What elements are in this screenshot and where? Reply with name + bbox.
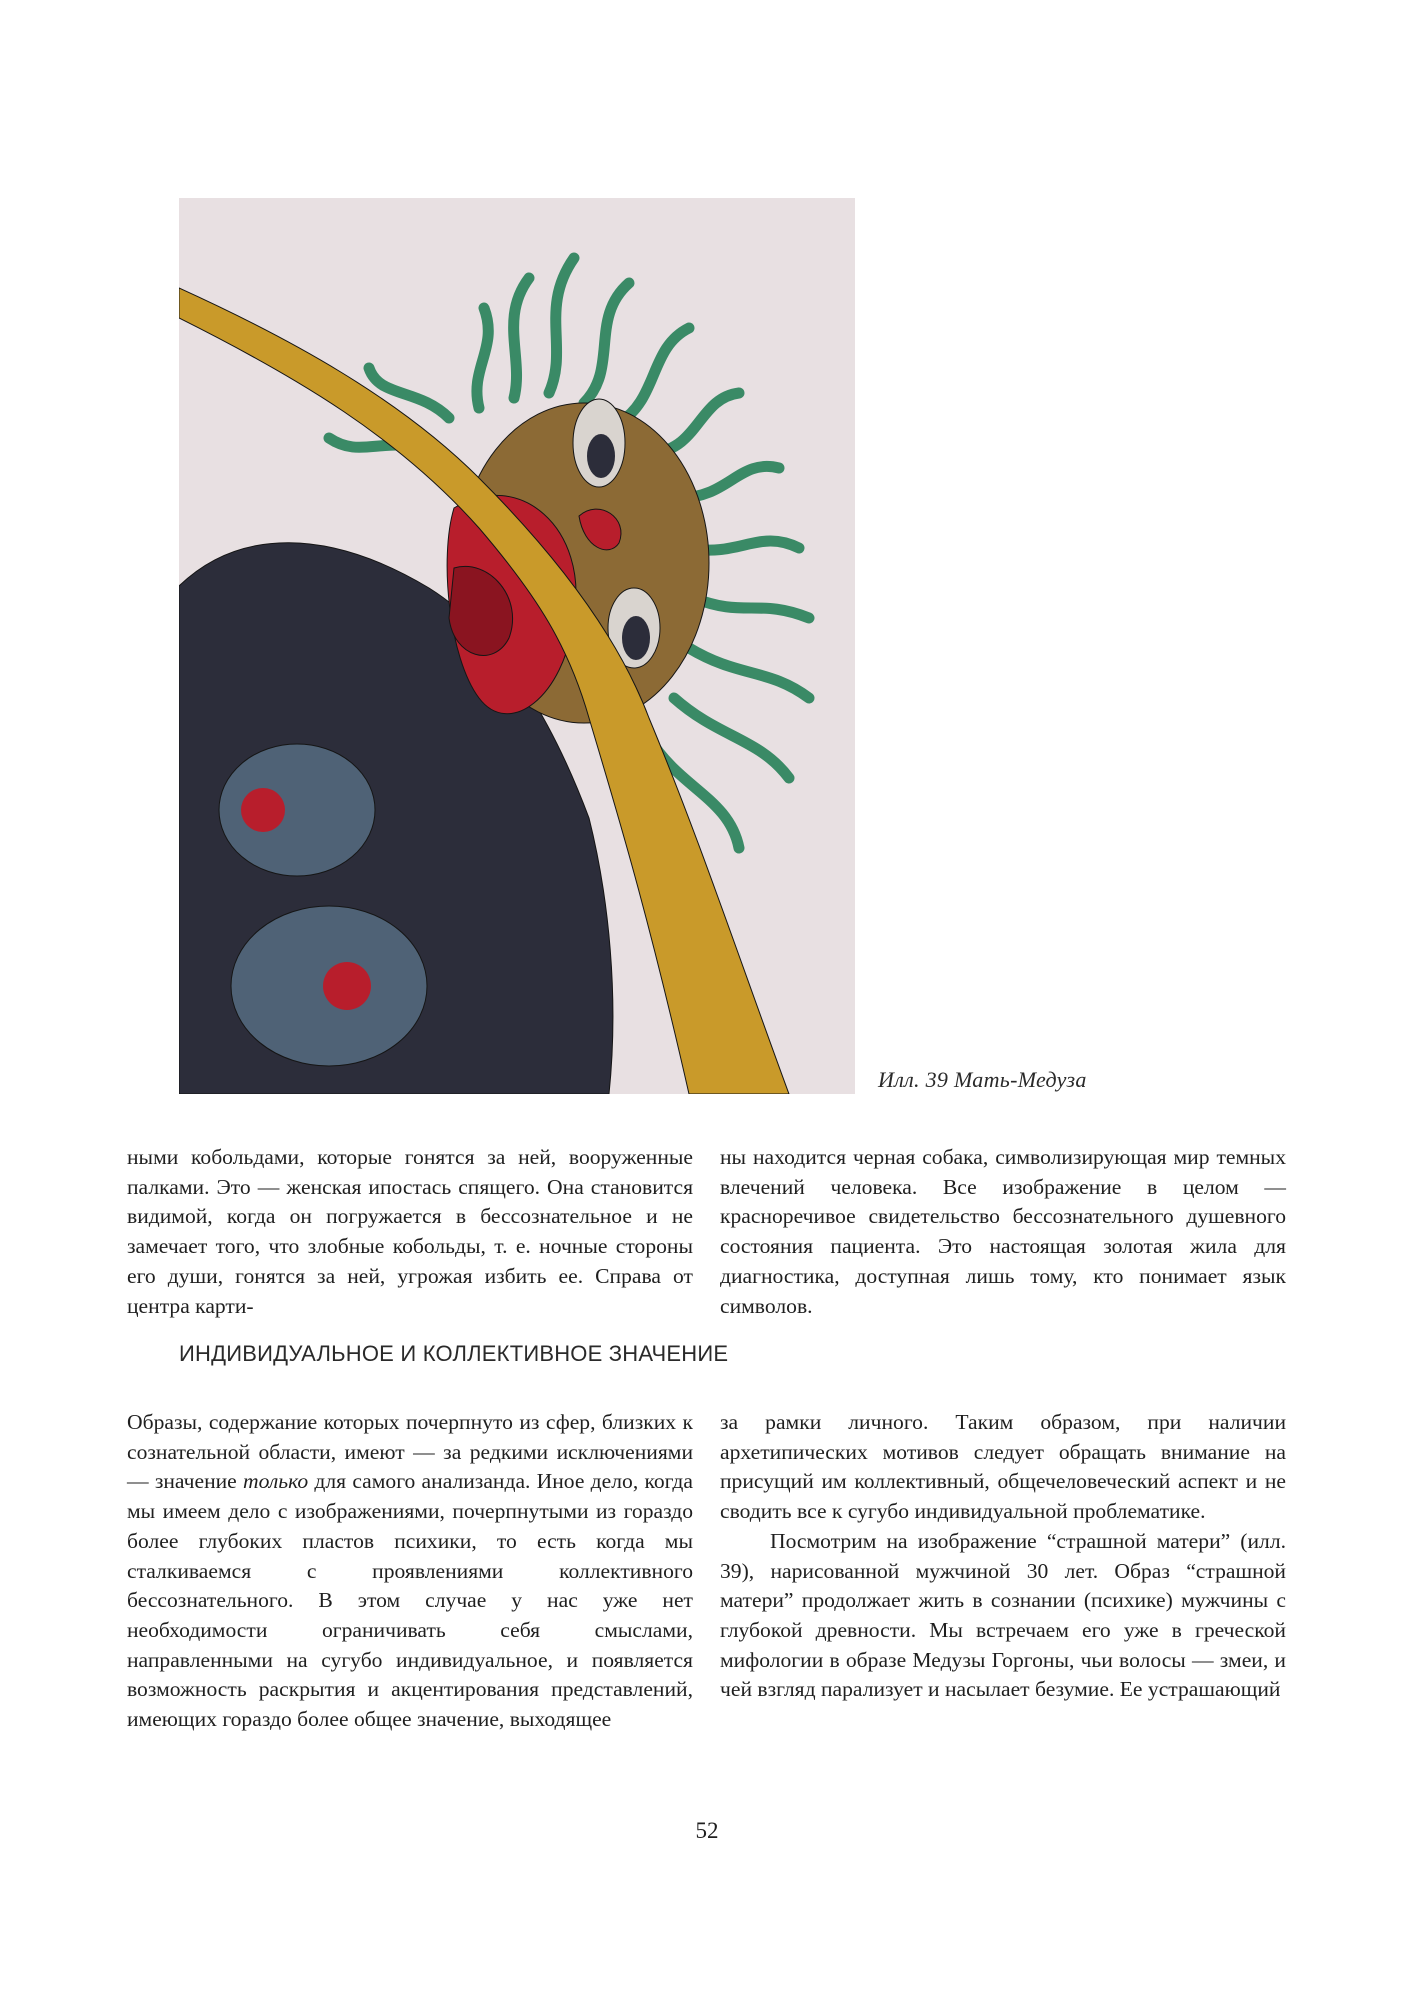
right-pupil <box>622 616 650 660</box>
upper-nipple <box>241 788 285 832</box>
paragraph <box>127 1408 693 1735</box>
paragraph: ными кобольдами, которые гонятся за ней, вооруженные палками. Это — женская ипостась спящего. Она становится видимой, когда он погружается в бессознательное и не замечает того, что злобные кобольды, т. е. ночные стороны его души, гонятся за ней, угрожая избить ее. Справа от центра карти- <box>127 1145 693 1318</box>
paragraph: за рамки личного. Таким образом, при наличии архетипических мотивов следует обращать внимание на присущий им коллективный, общечеловеческий аспект и не сводить все к сугубо индивидуальной проблематике. <box>720 1410 1286 1524</box>
text-column-right-bottom <box>720 1408 1286 1705</box>
text-run: Образы, содержание которых почерпнуто из сфер, близких к сознательной области, имеют — за редкими исключениями — значение <box>127 1410 693 1494</box>
text-column-left-bottom <box>127 1408 693 1735</box>
left-pupil <box>587 434 615 478</box>
paragraph: ны находится черная собака, символизирующая мир темных влечений человека. Все изображение в целом — красноречивое свидетельство бессознательного душевного состояния пациента. Это настоящая золотая жила для диагностика, доступная лишь тому, кто понимает язык символов. <box>720 1145 1286 1318</box>
paragraph: Посмотрим на изображение “страшной матери” (илл. 39), нарисованной мужчиной 30 лет. Образ “страшной матери” продолжает жить в сознании (психике) мужчины с глубокой древности. Мы встречаем его уже в греческой мифологии в образе Медузы Горгоны, чьи волосы — змеи, и чей взгляд парализует и насылает безумие. Ее устрашающий <box>720 1528 1286 1702</box>
text-column-left-top <box>127 1143 693 1321</box>
lower-nipple <box>323 962 371 1010</box>
section-heading: ИНДИВИДУАЛЬНОЕ И КОЛЛЕКТИВНОЕ ЗНАЧЕНИЕ <box>179 1341 729 1366</box>
figure-caption: Илл. 39 Мать-Медуза <box>878 1067 1087 1092</box>
emphasis: только <box>243 1469 309 1494</box>
text-column-right-top <box>720 1143 1286 1321</box>
page-number: 52 <box>695 1818 719 1843</box>
medusa-mother-illustration <box>179 198 855 1094</box>
text-run: для самого анализанда. Иное дело, когда мы имеем дело с изображениями, почерпнутыми из гораздо более глубоких пластов психики, то есть когда мы сталкиваемся с проявлениями коллективного бессознательного. В этом случае у нас уже нет необходимости ограничивать себя смыслами, направленными на сугубо индивидуальное, и появляется возможность раскрытия и акцентирования представлений, имеющих гораздо более общее значение, выходящее <box>127 1469 693 1732</box>
